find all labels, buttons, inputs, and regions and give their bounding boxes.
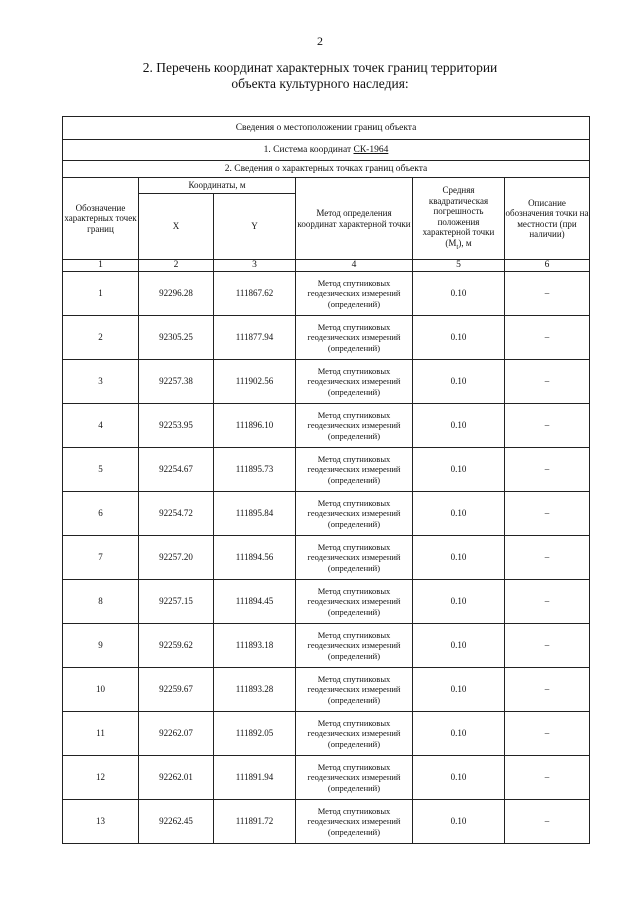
accuracy-cell: 0.10: [413, 272, 505, 316]
header-x: X: [139, 194, 214, 260]
point-number: 4: [63, 404, 139, 448]
column-number: 6: [505, 260, 590, 272]
accuracy-cell: 0.10: [413, 668, 505, 712]
coordinate-x: 92259.62: [139, 624, 214, 668]
coordinate-y: 111891.94: [214, 756, 296, 800]
point-number: 13: [63, 800, 139, 844]
coordinate-system-label: 1. Система координат: [263, 144, 354, 155]
description-cell: –: [505, 404, 590, 448]
coordinate-x: 92305.25: [139, 316, 214, 360]
method-cell: Метод спутниковых геодезических измерений (определений): [296, 580, 413, 624]
coordinate-y: 111896.10: [214, 404, 296, 448]
coordinate-y: 111893.18: [214, 624, 296, 668]
table-caption: Сведения о местоположении границ объекта: [63, 117, 590, 140]
method-cell: Метод спутниковых геодезических измерений (определений): [296, 316, 413, 360]
table-row: [63, 272, 590, 316]
method-cell: Метод спутниковых геодезических измерений (определений): [296, 272, 413, 316]
header-accuracy: [413, 178, 505, 260]
coordinates-table: [62, 116, 590, 844]
description-cell: –: [505, 360, 590, 404]
coordinate-y: 111894.56: [214, 536, 296, 580]
point-number: 3: [63, 360, 139, 404]
column-number: 5: [413, 260, 505, 272]
coordinate-y: 111891.72: [214, 800, 296, 844]
coordinate-y: 111892.05: [214, 712, 296, 756]
method-cell: Метод спутниковых геодезических измерений (определений): [296, 492, 413, 536]
method-cell: Метод спутниковых геодезических измерений (определений): [296, 800, 413, 844]
table-row: [63, 800, 590, 844]
coordinate-x: 92257.38: [139, 360, 214, 404]
header-description: Описание обозначения точки на местности (при наличии): [505, 178, 590, 260]
coordinate-x: 92254.72: [139, 492, 214, 536]
table-row: [63, 756, 590, 800]
coordinate-x: 92262.07: [139, 712, 214, 756]
column-number: 3: [214, 260, 296, 272]
method-cell: Метод спутниковых геодезических измерений (определений): [296, 448, 413, 492]
table-row: [63, 624, 590, 668]
coordinate-y: 111893.28: [214, 668, 296, 712]
title-line-2: объекта культурного наследия:: [231, 76, 409, 91]
accuracy-cell: 0.10: [413, 492, 505, 536]
title-line-1: 2. Перечень координат характерных точек границ территории: [142, 60, 498, 75]
point-number: 12: [63, 756, 139, 800]
header-method: Метод определения координат характерной точки: [296, 178, 413, 260]
coordinate-y: 111894.45: [214, 580, 296, 624]
accuracy-cell: 0.10: [413, 580, 505, 624]
coordinate-y: 111867.62: [214, 272, 296, 316]
description-cell: –: [505, 800, 590, 844]
table-row: [63, 536, 590, 580]
point-number: 1: [63, 272, 139, 316]
description-cell: –: [505, 272, 590, 316]
accuracy-cell: 0.10: [413, 448, 505, 492]
point-number: 8: [63, 580, 139, 624]
coordinate-x: 92262.01: [139, 756, 214, 800]
table-row: [63, 492, 590, 536]
method-cell: Метод спутниковых геодезических измерений (определений): [296, 712, 413, 756]
accuracy-cell: 0.10: [413, 624, 505, 668]
accuracy-cell: 0.10: [413, 404, 505, 448]
description-cell: –: [505, 492, 590, 536]
accuracy-cell: 0.10: [413, 756, 505, 800]
point-number: 5: [63, 448, 139, 492]
table-row: [63, 360, 590, 404]
header-accuracy-sub: t: [456, 242, 459, 251]
description-cell: –: [505, 580, 590, 624]
point-number: 10: [63, 668, 139, 712]
header-y: Y: [214, 194, 296, 260]
table-row: [63, 404, 590, 448]
method-cell: Метод спутниковых геодезических измерений (определений): [296, 536, 413, 580]
point-number: 2: [63, 316, 139, 360]
description-cell: –: [505, 756, 590, 800]
accuracy-cell: 0.10: [413, 316, 505, 360]
description-cell: –: [505, 448, 590, 492]
table-row: [63, 316, 590, 360]
description-cell: –: [505, 624, 590, 668]
document-title: [0, 60, 640, 92]
description-cell: –: [505, 668, 590, 712]
header-coordinates: Координаты, м: [139, 178, 296, 194]
accuracy-cell: 0.10: [413, 712, 505, 756]
coordinate-x: 92254.67: [139, 448, 214, 492]
coordinate-x: 92257.20: [139, 536, 214, 580]
point-number: 9: [63, 624, 139, 668]
page-number: 2: [317, 34, 323, 48]
point-number: 6: [63, 492, 139, 536]
table-row: [63, 580, 590, 624]
table-row: [63, 668, 590, 712]
coordinate-system-value: СК-1964: [353, 144, 389, 155]
header-point: Обозначение характерных точек границ: [63, 178, 139, 260]
coordinate-y: 111877.94: [214, 316, 296, 360]
coordinate-x: 92253.95: [139, 404, 214, 448]
point-number: 7: [63, 536, 139, 580]
coordinate-y: 111895.73: [214, 448, 296, 492]
method-cell: Метод спутниковых геодезических измерений (определений): [296, 756, 413, 800]
accuracy-cell: 0.10: [413, 536, 505, 580]
coordinate-system: [63, 140, 590, 161]
table-row: [63, 448, 590, 492]
coordinate-x: 92259.67: [139, 668, 214, 712]
table-row: [63, 712, 590, 756]
coordinate-x: 92262.45: [139, 800, 214, 844]
coordinate-y: 111902.56: [214, 360, 296, 404]
column-number: 4: [296, 260, 413, 272]
description-cell: –: [505, 712, 590, 756]
point-number: 11: [63, 712, 139, 756]
header-accuracy-tail: ), м: [458, 237, 472, 248]
header-accuracy-main: Средняя квадратическая погрешность положения характерной точки (M: [422, 185, 495, 248]
column-number: 1: [63, 260, 139, 272]
method-cell: Метод спутниковых геодезических измерений (определений): [296, 624, 413, 668]
method-cell: Метод спутниковых геодезических измерений (определений): [296, 404, 413, 448]
accuracy-cell: 0.10: [413, 360, 505, 404]
coordinate-x: 92257.15: [139, 580, 214, 624]
column-number: 2: [139, 260, 214, 272]
description-cell: –: [505, 316, 590, 360]
method-cell: Метод спутниковых геодезических измерений (определений): [296, 360, 413, 404]
method-cell: Метод спутниковых геодезических измерений (определений): [296, 668, 413, 712]
description-cell: –: [505, 536, 590, 580]
column-numbers-row: [63, 260, 590, 272]
section-heading: 2. Сведения о характерных точках границ объекта: [63, 161, 590, 178]
accuracy-cell: 0.10: [413, 800, 505, 844]
coordinate-y: 111895.84: [214, 492, 296, 536]
coordinate-x: 92296.28: [139, 272, 214, 316]
